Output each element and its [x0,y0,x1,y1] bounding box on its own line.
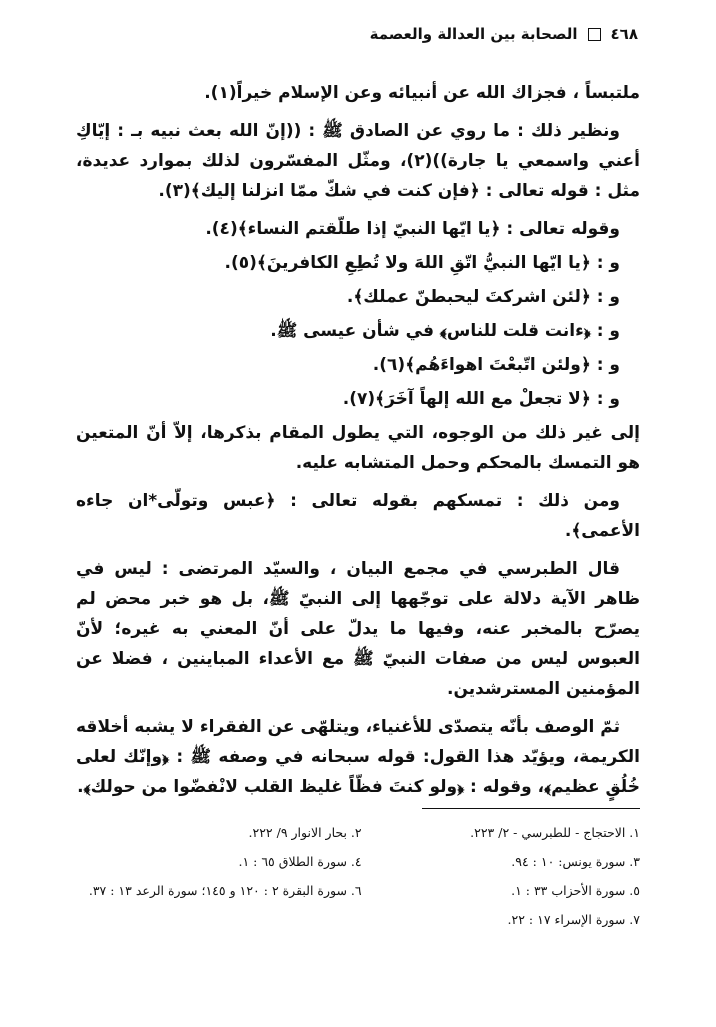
footnote-item: ٤. سورة الطلاق ٦٥ : ١. [238,854,362,869]
page-number: ٤٦٨ [610,25,638,43]
running-title: الصحابة بين العدالة والعصمة [369,25,578,43]
paragraph: و : ﴿ولئن اتّبعْتَ اهواءَهُم﴾(٦). [372,355,620,375]
footnote-item: ٧. سورة الإسراء ١٧ : ٢٢. [507,912,640,927]
footnote-item: ١. الاحتجاج - للطبرسي - ٢/ ٢٢٣. [470,825,640,840]
footnote-item: ٦. سورة البقرة ٢ : ١٢٠ و ١٤٥؛ سورة الرعد ١٣ : ٣٧. [88,883,362,898]
footnote-divider [422,808,640,809]
square-icon [588,28,601,41]
paragraph: و : ﴿ءانت قلت للناس﴾ في شأن عيسى ﷺ. [270,321,620,341]
paragraph: و : ﴿لا تجعلْ مع الله إلهاً آخَرَ﴾(٧). [342,389,620,409]
footnotes [60,820,640,932]
paragraph: إلى غير ذلك من الوجوه، التي يطول المقام بذكرها، إلاّ أنّ المتعين هو التمسك بالمحكم وحمل المتشابه عليه. [76,423,640,473]
footnote-item: ٥. سورة الأحزاب ٣٣ : ١. [511,883,640,898]
body-text [76,78,640,810]
paragraph: وقوله تعالى : ﴿يا ايّها النبيّ إذا طلّقتم النساء﴾(٤). [205,219,620,239]
footnote-item: ٢. بحار الانوار ٩/ ٢٢٢. [248,825,362,840]
paragraph: ومن ذلك : تمسكهم بقوله تعالى : ﴿عبس وتولّى*ان جاءه الأعمى﴾. [76,491,640,541]
paragraph: ملتبساً ، فجزاك الله عن أنبيائه وعن الإسلام خيراً(١). [204,83,640,103]
page-header [78,22,638,46]
paragraph: قال الطبرسي في مجمع البيان ، والسيّد المرتضى : ليس في ظاهر الآية دلالة على توجّهها إلى النبيّ ﷺ، بل هو خبر محض لم يصرّح بالمخبر عنه، وفيها ما يدلّ على أنّ المعني به غيره؛ لأنّ العبوس ليس من صفات النبيّ ﷺ مع الأعداء المباينين ، فضلا عن المؤمنين المسترشدين. [76,559,640,699]
paragraph: و : ﴿يا ايّها النبيُّ اتّقِ اللهَ ولا تُطِعِ الكافرينَ﴾(٥). [224,253,620,273]
paragraph: ثمّ الوصف بأنّه يتصدّى للأغنياء، ويتلهّى عن الفقراء لا يشبه أخلاقه الكريمة، ويؤيّد هذا القول: قوله سبحانه في وصفه ﷺ : ﴿وإنّك لعلى خُلُقٍ عظيم﴾، وقوله : ﴿ولو كنتَ فظّاً غليظ القلب لانْفضّوا من حولك﴾. [76,717,640,797]
paragraph: و : ﴿لئن اشركتَ ليحبطنّ عملك﴾. [346,287,620,307]
footnote-item: ٣. سورة يونس: ١٠ : ٩٤. [511,854,640,869]
paragraph: ونظير ذلك : ما روي عن الصادق ﷺ : ((إنّ الله بعث نبيه بـ : إيّاكِ أعني واسمعي يا جارة))(٢)، ومثّل المفسّرون لذلك بموارد عديدة، مثل : قوله تعالى : ﴿فإن كنت في شكّ ممّا انزلنا إليك﴾(٣). [76,121,641,201]
